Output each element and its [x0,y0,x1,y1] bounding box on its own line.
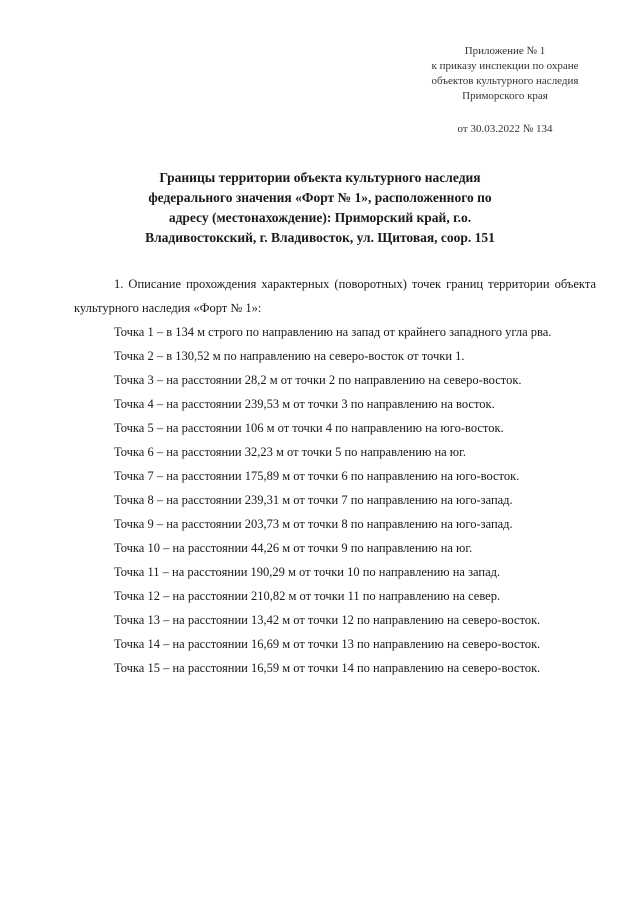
document-title [110,168,530,248]
point-item: Точка 6 – на расстоянии 32,23 м от точки 5 по направлению на юг. [114,445,466,459]
section-intro: 1. Описание прохождения характерных (поворотных) точек границ территории объекта культурного наследия «Форт № 1»: [74,277,596,315]
title-line: адресу (местонахождение): Приморский край, г.о. [168,210,472,225]
point-item: Точка 1 – в 134 м строго по направлению на запад от крайнего западного угла рва. [114,325,552,339]
document-body [74,272,596,680]
point-item: Точка 14 – на расстоянии 16,69 м от точки 13 по направлению на северо-восток. [114,637,541,651]
point-item: Точка 8 – на расстоянии 239,31 м от точки 7 по направлению на юго-запад. [114,493,513,507]
appendix-line: Приложение № 1 [464,45,546,57]
point-item: Точка 4 – на расстоянии 239,53 м от точки 3 по направлению на восток. [114,397,495,411]
title-line: Границы территории объекта культурного наследия [159,170,481,185]
appendix-line: к приказу инспекции по охране [431,60,579,72]
point-item: Точка 7 – на расстоянии 175,89 м от точки 6 по направлению на юго-восток. [114,469,520,483]
title-line: федерального значения «Форт № 1», расположенного по [148,190,492,205]
title-line: Владивостокский, г. Владивосток, ул. Щитовая, соор. 151 [145,230,495,245]
point-item: Точка 2 – в 130,52 м по направлению на северо-восток от точки 1. [114,349,465,363]
point-item: Точка 10 – на расстоянии 44,26 м от точки 9 по направлению на юг. [114,541,473,555]
point-item: Точка 5 – на расстоянии 106 м от точки 4 по направлению на юго-восток. [114,421,504,435]
point-item: Точка 3 – на расстоянии 28,2 м от точки 2 по направлению на северо-восток. [114,373,522,387]
point-item: Точка 13 – на расстоянии 13,42 м от точки 12 по направлению на северо-восток. [114,613,541,627]
point-item: Точка 12 – на расстоянии 210,82 м от точки 11 по направлению на север. [114,589,501,603]
point-item: Точка 9 – на расстоянии 203,73 м от точки 8 по направлению на юго-запад. [114,517,513,531]
appendix-header [395,44,615,137]
point-item: Точка 11 – на расстоянии 190,29 м от точки 10 по направлению на запад. [114,565,501,579]
point-item: Точка 15 – на расстоянии 16,59 м от точки 14 по направлению на северо-восток. [114,661,541,675]
appendix-line: Приморского края [462,90,548,102]
appendix-line: объектов культурного наследия [431,75,579,87]
appendix-date: от 30.03.2022 № 134 [457,123,553,135]
